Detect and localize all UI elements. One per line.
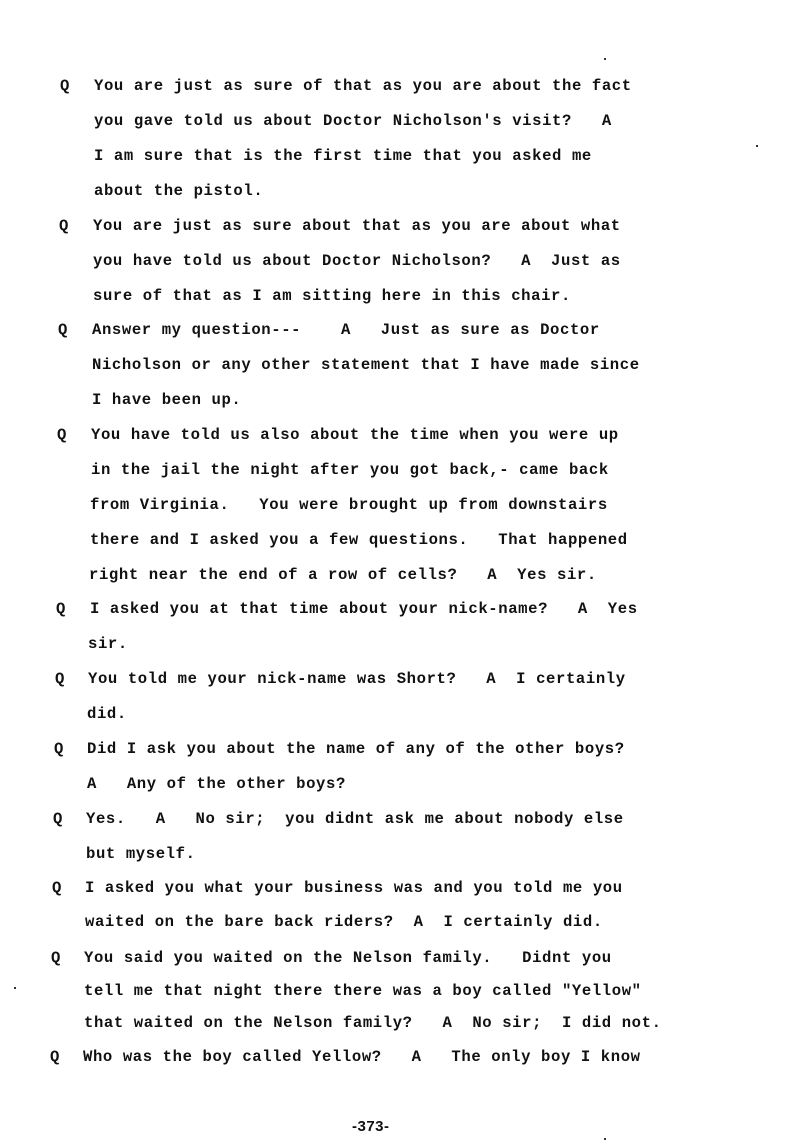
- speaker-q: Q: [54, 740, 64, 758]
- transcript-line: sure of that as I am sitting here in this chair.: [93, 287, 571, 305]
- speaker-q: Q: [51, 949, 61, 967]
- speaker-q: Q: [60, 77, 70, 95]
- transcript-line: there and I asked you a few questions. That happened: [90, 531, 628, 549]
- speaker-q: Q: [55, 670, 65, 688]
- transcript-line: You told me your nick-name was Short? A I certainly: [88, 670, 626, 688]
- scan-speck: [14, 987, 16, 989]
- scan-speck: [756, 145, 758, 147]
- transcript-line: Yes. A No sir; you didnt ask me about nobody else: [86, 810, 624, 828]
- transcript-line: you have told us about Doctor Nicholson? A Just as: [93, 252, 621, 270]
- transcript-line: I have been up.: [92, 391, 242, 409]
- transcript-line: You said you waited on the Nelson family. Didnt you: [84, 949, 612, 967]
- scan-speck: [604, 58, 606, 60]
- transcript-line: you gave told us about Doctor Nicholson's visit? A: [94, 112, 612, 130]
- transcript-line: I am sure that is the first time that you asked me: [94, 147, 592, 165]
- transcript-line: sir.: [88, 635, 128, 653]
- scan-speck: [604, 1138, 606, 1140]
- transcript-line: did.: [87, 705, 127, 723]
- transcript-line: I asked you at that time about your nick-name? A Yes: [90, 600, 638, 618]
- transcript-line: A Any of the other boys?: [87, 775, 346, 793]
- transcript-line: Nicholson or any other statement that I have made since: [92, 356, 640, 374]
- speaker-q: Q: [57, 426, 67, 444]
- page-number: -373-: [352, 1118, 390, 1135]
- speaker-q: Q: [52, 879, 62, 897]
- transcript-line: Did I ask you about the name of any of the other boys?: [87, 740, 625, 758]
- speaker-q: Q: [53, 810, 63, 828]
- transcript-line: tell me that night there there was a boy called "Yellow": [84, 982, 642, 1000]
- transcript-line: about the pistol.: [94, 182, 264, 200]
- speaker-q: Q: [56, 600, 66, 618]
- transcript-line: from Virginia. You were brought up from downstairs: [90, 496, 608, 514]
- transcript-line: Who was the boy called Yellow? A The only boy I know: [83, 1048, 641, 1066]
- transcript-line: in the jail the night after you got back,- came back: [91, 461, 609, 479]
- transcript-line: waited on the bare back riders? A I certainly did.: [85, 913, 603, 931]
- speaker-q: Q: [50, 1048, 60, 1066]
- transcript-line: You are just as sure about that as you are about what: [93, 217, 621, 235]
- speaker-q: Q: [58, 321, 68, 339]
- transcript-line: that waited on the Nelson family? A No sir; I did not.: [84, 1014, 662, 1032]
- transcript-line: right near the end of a row of cells? A Yes sir.: [89, 566, 597, 584]
- transcript-line: You are just as sure of that as you are about the fact: [94, 77, 632, 95]
- transcript-line: but myself.: [86, 845, 196, 863]
- transcript-line: Answer my question--- A Just as sure as Doctor: [92, 321, 600, 339]
- speaker-q: Q: [59, 217, 69, 235]
- transcript-line: I asked you what your business was and you told me you: [85, 879, 623, 897]
- transcript-line: You have told us also about the time when you were up: [91, 426, 619, 444]
